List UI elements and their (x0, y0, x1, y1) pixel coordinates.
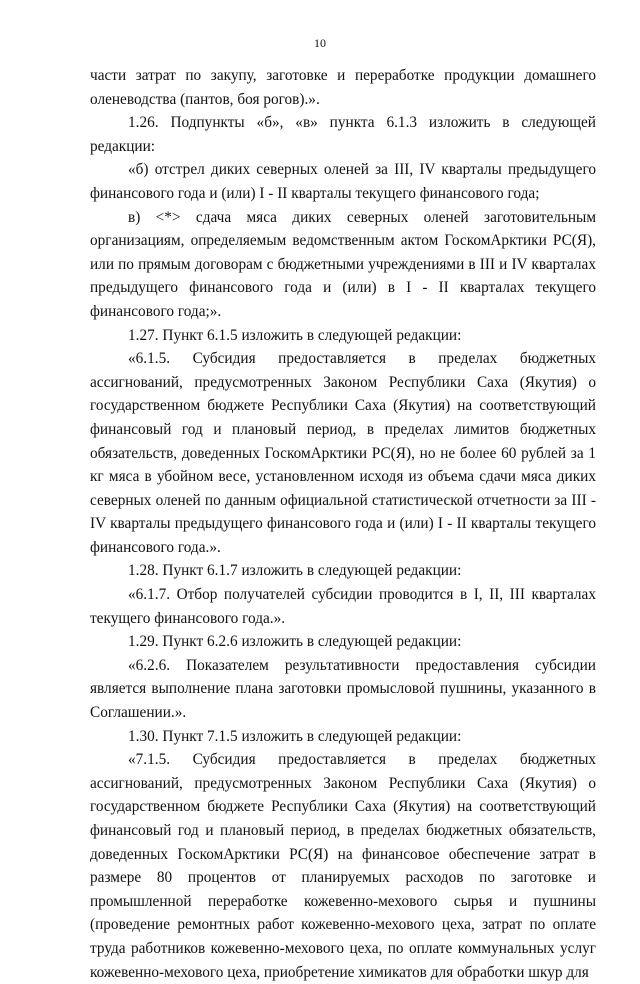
paragraph-subitem-v: в) <*> сдача мяса диких северных оленей заготовительным организациям, определяемым ведомственным актом ГоскомАрктики РС(Я), или по прямым договорам с бюджетными учреждениями в III и IV кварталах предыдущего финансового года и (или) в I - II кварталах текущего финансового года;». (90, 208, 596, 320)
paragraph-subitem-b: «б) отстрел диких северных оленей за III, IV кварталы предыдущего финансового года и (или) I - II кварталы текущего финансового года; (90, 161, 596, 202)
paragraph-clause-6-2-6: «6.2.6. Показателем результативности предоставления субсидии является выполнение плана заготовки промысловой пушнины, указанного в Соглашении.». (90, 656, 596, 722)
paragraph-clause-6-1-7: «6.1.7. Отбор получателей субсидии проводится в I, II, III кварталах текущего финансового года.». (90, 586, 596, 627)
paragraph-item-1-26: 1.26. Подпункты «б», «в» пункта 6.1.3 изложить в следующей редакции: (90, 114, 596, 155)
document-body (90, 64, 596, 984)
paragraph-continuation: части затрат по закупу, заготовке и переработке продукции домашнего оленеводства (пантов, боя рогов).». (90, 67, 596, 108)
paragraph-item-1-28: 1.28. Пункт 6.1.7 изложить в следующей редакции: (128, 562, 462, 580)
paragraph-item-1-30: 1.30. Пункт 7.1.5 изложить в следующей редакции: (128, 727, 462, 745)
paragraph-item-1-29: 1.29. Пункт 6.2.6 изложить в следующей редакции: (128, 633, 462, 651)
paragraph-clause-7-1-5: «7.1.5. Субсидия предоставляется в пределах бюджетных ассигнований, предусмотренных Законом Республики Саха (Якутия) о государственном бюджете Республики Саха (Якутия) на соответствующий финансовый год и плановый период, в пределах бюджетных обязательств, доведенных ГоскомАрктики РС(Я) на финансовое обеспечение затрат в размере 80 процентов от планируемых расходов по заготовке и промышленной переработке кожевенно-мехового сырья и пушнины (проведение ремонтных работ кожевенно-мехового цеха, затрат по оплате труда работников кожевенно-мехового цеха, по оплате коммунальных услуг кожевенно-мехового цеха, приобретение химикатов для обработки шкур для (90, 751, 596, 981)
paragraph-item-1-27: 1.27. Пункт 6.1.5 изложить в следующей редакции: (128, 326, 462, 344)
page-number: 10 (314, 36, 326, 50)
paragraph-clause-6-1-5: «6.1.5. Субсидия предоставляется в пределах бюджетных ассигнований, предусмотренных Законом Республики Саха (Якутия) о государственном бюджете Республики Саха (Якутия) на соответствующий финансовый год и плановый период, в пределах лимитов бюджетных обязательств, доведенных ГоскомАрктики РС(Я), но не более 60 рублей за 1 кг мяса в убойном весе, установленном исходя из объема сдачи мяса диких северных оленей по данным официальной статистической отчетности за III - IV кварталы предыдущего финансового года и (или) I - II кварталы текущего финансового года.». (90, 350, 596, 556)
